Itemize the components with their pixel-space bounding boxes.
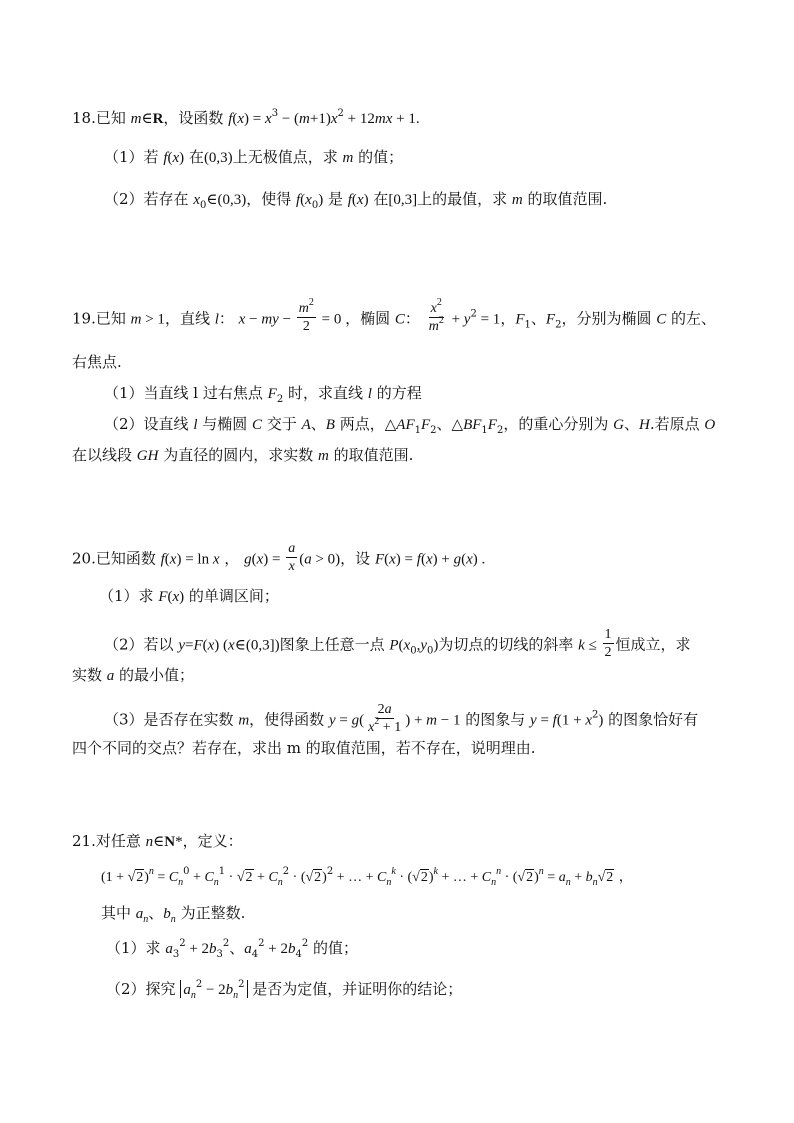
problem-18-q2: （2）若存在 $x_0\in(0,3)$，使得 $f(x_0)$ 是 f(x) 在[0,3]上的最值，求 m 的取值范围. [104,190,608,211]
problem-20-q3: （3）是否存在实数 m，使得函数 y = g( $\frac{2a}{x^2 + 1}$ ) + m − 1 的图象与 $y = f(1 + x^2)$ 的图象恰好有 [104,702,699,735]
problem-21-note: 其中 $a_n$、$b_n$ 为正整数. [101,904,246,925]
problem-21-intro: 21.对任意 n∈N*，定义： [72,832,243,850]
problem-20-q3-cont: 四个不同的交点？若存在，求出 m 的取值范围，若不存在，说明理由. [72,739,536,757]
problem-20-intro: 20.已知函数 f(x) = ln x ， g(x) = $\frac{a}{x}$ (a > 0)，设 F(x) = f(x) + g(x) . [72,541,486,574]
problem-21-q2: （2）探究 $a_n^2 - 2b_n^2$ 是否为定值，并证明你的结论； [106,979,463,1001]
problem-20-q2-cont: 实数 a 的最小值； [72,666,195,684]
problem-19-q2-cont: 在以线段 GH 为直径的圆内，求实数 m 的取值范围. [72,446,414,464]
problem-19-q2: （2）设直线 l 与椭圆 C 交于 A、B 两点，$\triangle AF_1F_2$、$\triangle BF_1F_2$，的重心分别为 G、H.若原点 O [104,415,716,436]
problem-20-q1: （1）求 F(x) 的单调区间； [99,587,279,605]
problem-19-intro-cont: 右焦点. [72,353,122,371]
problem-21-formula: $(1 + √2)^n = C_n^0 + C_n^1 \cdot √2 + C_n^2 \cdot (√2)^2$ + … + $C_n^k \cdot (√2)^k$ + … + $C_n^n \cdot (√2)^n = a_n + b_n√2$ ， [101,866,633,888]
problem-19-q1: （1）当直线 l 过右焦点 $F_2$ 时，求直线 l 的方程 [104,384,422,405]
problem-18-intro: 18.已知 m∈R，设函数 $f(x) = x^3 - (m+1)x^2 + 12mx + 1$. [72,108,420,127]
problem-19-intro: 19.已知 m > 1，直线 l： x − my − $\frac{m^2}{2}$ = 0 ，椭圆 C： $\frac{x^2}{m^2}$ + $y^2 = 1$，$F_1$、$F_2$，分别为椭圆 C 的左、 [72,297,717,334]
problem-18-q1: （1）若 f(x) 在(0,3)上无极值点，求 m 的值； [104,148,404,166]
problem-20-q2: （2）若以 y=F(x) (x∈(0,3])图象上任意一点 $P(x_0,y_0)$为切点的切线的斜率 k ≤ $\frac{1}{2}$ 恒成立，求 [104,627,691,660]
problem-21-q1: （1）求 $a_3^2 + 2b_3^2$、$a_4^2 + 2b_4^2$ 的值； [106,938,359,960]
